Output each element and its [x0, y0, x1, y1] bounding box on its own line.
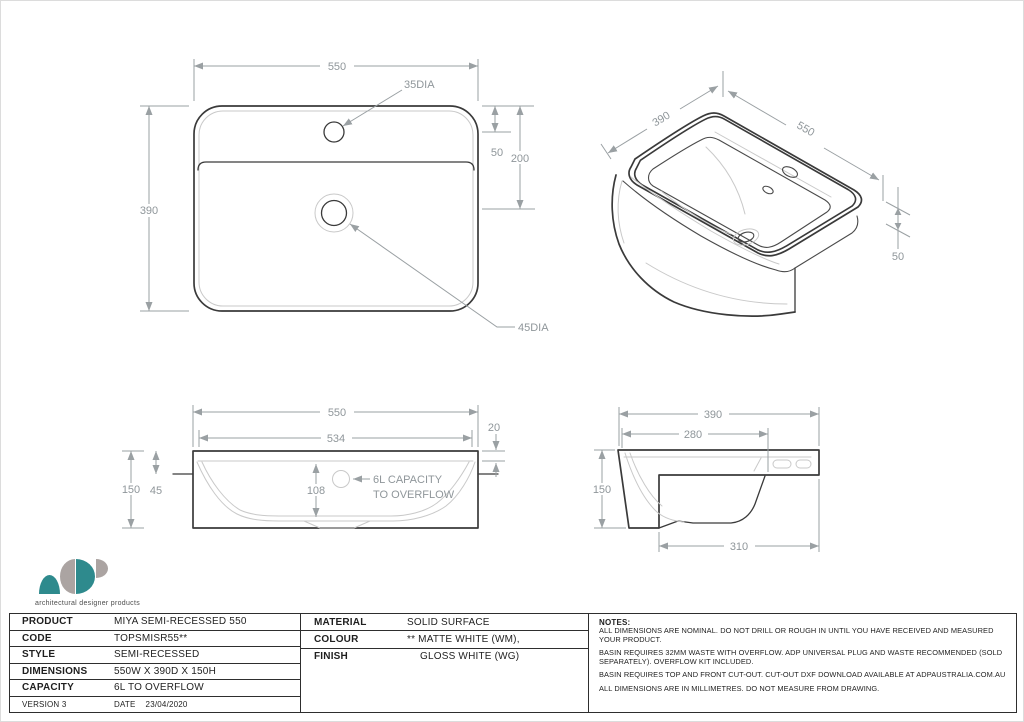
row-value: ** MATTE WHITE (WM),: [407, 634, 520, 646]
version-label: VERSION 3: [22, 699, 67, 709]
iso-width-dim: 550: [794, 119, 817, 140]
version-row: [10, 697, 300, 713]
tap-hole: [324, 122, 344, 142]
row-value: TOPSMISR55**: [114, 632, 188, 644]
waste-dia-label: 45DIA: [518, 322, 549, 334]
notes-section: [589, 614, 1016, 712]
row-value: GLOSS WHITE (WG): [420, 651, 520, 663]
table-row: [10, 680, 300, 697]
row-label: DIMENSIONS: [22, 665, 88, 677]
logo-shape-b: [76, 559, 95, 594]
basin-body-iso: [612, 175, 795, 316]
waste-hole: [322, 201, 347, 226]
row-value: MIYA SEMI-RECESSED 550: [114, 616, 247, 628]
logo-shape-p: [96, 559, 108, 578]
overflow-hole-section: [333, 471, 350, 488]
note-item: ALL DIMENSIONS ARE IN MILLIMETRES. DO NOT MEASURE FROM DRAWING.: [599, 683, 880, 693]
title-block: [9, 613, 1017, 713]
table-row: [301, 631, 588, 648]
plan-dimensions: [135, 59, 549, 334]
overflow-slot-side: [796, 460, 811, 468]
front-inner-width-dim: 534: [326, 433, 346, 445]
basin-inner-rim-plan: [199, 111, 473, 306]
basin-outline-plan: [194, 106, 478, 311]
note-item: BASIN REQUIRES 32MM WASTE WITH OVERFLOW. ADP UNIVERSAL PLUG AND WASTE RECOMMENDED (SOLD SEPARATELY). OVERFLOW KIT INCLUDED.: [599, 648, 1003, 666]
front-height-dim: 150: [121, 484, 141, 496]
note-item: BASIN REQUIRES TOP AND FRONT CUT-OUT. CUT-OUT DXF DOWNLOAD AVAILABLE AT ADPAUSTRALIA.COM.AU: [599, 670, 1006, 680]
side-section-outline: [618, 450, 819, 528]
row-label: PRODUCT: [22, 616, 73, 628]
row-label: MATERIAL: [314, 616, 367, 628]
row-label: STYLE: [22, 649, 56, 661]
row-value: 6L TO OVERFLOW: [114, 682, 204, 694]
front-counter-drop-dim: 45: [149, 485, 163, 497]
date-label: DATE: [114, 699, 136, 709]
table-row: [10, 664, 300, 681]
tap-dia-label: 35DIA: [404, 79, 435, 91]
side-inner-depth-dim: 280: [683, 429, 703, 441]
row-value: SEMI-RECESSED: [114, 649, 200, 661]
table-row: [10, 614, 300, 631]
front-section-view: [118, 405, 505, 528]
capacity-note-line1: 6L CAPACITY: [373, 474, 443, 486]
bowl-opening-iso: [649, 137, 831, 247]
waste-offset-dim: 200: [510, 153, 530, 165]
iso-rim-drop-dim: 50: [891, 251, 905, 263]
plan-width-dim: 550: [327, 61, 347, 73]
iso-depth-dim: 390: [650, 109, 673, 130]
side-section-dimensions: [589, 407, 819, 553]
side-section-view: [589, 407, 819, 553]
table-row: [10, 647, 300, 664]
iso-dimensions: [601, 71, 910, 263]
plan-depth-dim: 390: [139, 205, 159, 217]
row-label: CAPACITY: [22, 682, 74, 694]
technical-drawing: [1, 1, 1024, 613]
bowl-depth-dim: 108: [306, 485, 326, 497]
plan-view: [135, 59, 549, 334]
front-rim-depth-dim: 20: [487, 422, 501, 434]
side-height-dim: 150: [592, 484, 612, 496]
table-row: [301, 649, 588, 665]
front-width-dim: 550: [327, 407, 347, 419]
note-item: ALL DIMENSIONS ARE NOMINAL. DO NOT DRILL OR ROUGH IN UNTIL YOU HAVE RECEIVED AND MEASURED YOUR PRODUCT.: [599, 626, 994, 644]
logo-shape-d: [60, 559, 75, 594]
logo-tagline: architectural designer products: [35, 600, 141, 607]
front-section-dimensions: [118, 405, 505, 528]
isometric-view: [601, 71, 910, 316]
overflow-hole-iso: [762, 185, 775, 196]
tap-offset-dim: 50: [490, 147, 504, 159]
adp-logo: [35, 549, 179, 611]
row-value: SOLID SURFACE: [407, 616, 490, 628]
row-label: CODE: [22, 632, 52, 644]
material-table: [301, 614, 589, 712]
row-label: COLOUR: [314, 634, 359, 646]
basin-ledge-line: [198, 162, 474, 170]
capacity-note-line2: TO OVERFLOW: [373, 489, 455, 501]
row-value: 550W X 390D X 150H: [114, 665, 216, 677]
row-label: FINISH: [314, 651, 348, 663]
basin-rim-iso: [629, 113, 861, 256]
side-cutout-dim: 310: [729, 541, 749, 553]
product-table: [10, 614, 301, 712]
table-row: [301, 614, 588, 631]
tap-hole-side: [773, 460, 791, 468]
notes-title: NOTES:: [599, 618, 631, 627]
drain-dip: [304, 521, 370, 528]
date-value: 23/04/2020: [145, 699, 188, 709]
table-row: [10, 631, 300, 648]
logo-shape-a: [39, 575, 60, 594]
side-depth-dim: 390: [703, 409, 723, 421]
waste-recess: [315, 194, 353, 232]
